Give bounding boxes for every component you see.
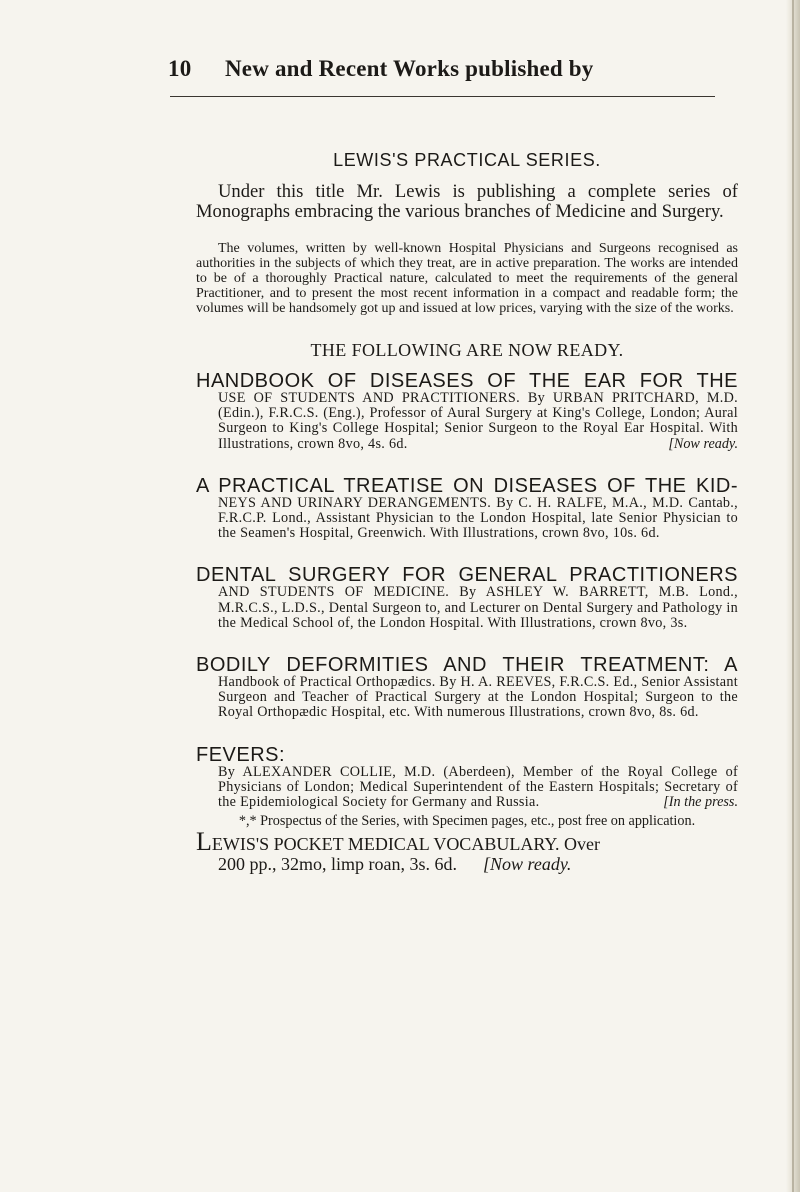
book-details: By ALEXANDER COLLIE, M.D. (Aberdeen), Member of the Royal College of Physicians of London; Medical Superintendent of the Eastern Hospitals; Secretary of the Epidemiological Society for Germany and Russia. [218,763,738,811]
following-heading: THE FOLLOWING ARE NOW READY. [310,340,624,360]
series-intro: Under this title Mr. Lewis is publishing a complete series of Monographs embracing the various branches of Medicine and Surgery. [196,181,738,222]
book-title: A PRACTICAL TREATISE ON DISEASES OF THE KID- [196,474,738,497]
book-title: BODILY DEFORMITIES AND THEIR TREATMENT: A [196,654,738,677]
book-description [196,765,738,811]
series-heading: LEWIS'S PRACTICAL SERIES. [333,150,601,170]
running-title: New and Recent Works published by [225,56,594,81]
book-description [196,675,738,721]
running-head [168,56,728,96]
book-description [196,496,738,542]
book-entry [196,371,738,452]
series-description: The volumes, written by well-known Hospital Physicians and Surgeons recognised as authorities in the subjects of which they treat, are in active preparation. The works are intended to be of a thoroughly Practical nature, calculated to meet the requirements of the general Practitioner, and to present the most recent information in a compact and readable form; the volumes will be handsomely got up and issued at low prices, varying with the size of the works. [196,241,738,316]
book-details: AND STUDENTS OF MEDICINE. By ASHLEY W. BARRETT, M.B. Lond., M.R.C.S., L.D.S., Dental Surgeon to, and Lecturer on Dental Surgery and Pathology in the Medical School of, the London Hospital. With Illustrations, crown 8vo, 3s. [218,584,738,631]
book-title: HANDBOOK OF DISEASES OF THE EAR FOR THE [196,370,738,392]
book-entry [196,565,738,631]
book-entry [196,476,738,542]
book-description [196,585,738,631]
book-entry-fevers [196,745,738,811]
book-description [196,391,738,452]
header-rule [170,96,715,97]
book-entry [196,655,738,721]
availability-note: [Now ready. [668,435,738,452]
availability-note: [In the press. [663,794,738,811]
book-title: FEVERS: [196,743,286,766]
vocabulary-title [196,827,756,856]
drop-cap: L [196,827,212,856]
vocabulary-entry [196,827,756,874]
book-details: NEYS AND URINARY DERANGEMENTS. By C. H. RALFE, M.A., M.D. Cantab., F.R.C.P. Lond., Assistant Physician to the London Hospital, late Senior Physician to the Seamen's Hospital, Greenwich. With Illustrations, crown 8vo, 10s. 6d. [218,494,738,542]
page-number: 10 [168,56,192,81]
vocabulary-format: 200 pp., 32mo, limp roan, 3s. 6d. [218,854,457,874]
page-content [196,150,738,829]
vocabulary-title-text: EWIS'S POCKET MEDICAL VOCABULARY. Over [211,834,600,854]
vocabulary-details [196,854,756,874]
prospectus-note: *,* Prospectus of the Series, with Specimen pages, etc., post free on application. [238,813,696,830]
book-details: USE OF STUDENTS AND PRACTITIONERS. By URBAN PRITCHARD, M.D. (Edin.), F.R.C.S. (Eng.), Professor of Aural Surgery at King's College, London; Aural Surgeon to King's College Hospital; Senior Surgeon to the Royal Ear Hospital. With Illustrations, crown 8vo, 4s. 6d. [218,390,738,452]
book-title: DENTAL SURGERY FOR GENERAL PRACTITIONERS [196,564,738,587]
book-details: Handbook of Practical Orthopædics. By H. A. REEVES, F.R.C.S. Ed., Senior Assistant Surgeon and Teacher of Practical Surgery at the London Hospital; Surgeon to the Royal Orthopædic Hospital, etc. With numerous Illustrations, crown 8vo, 8s. 6d. [218,674,738,721]
availability-note: [Now ready. [483,854,572,874]
page-edge-line [792,0,794,1192]
